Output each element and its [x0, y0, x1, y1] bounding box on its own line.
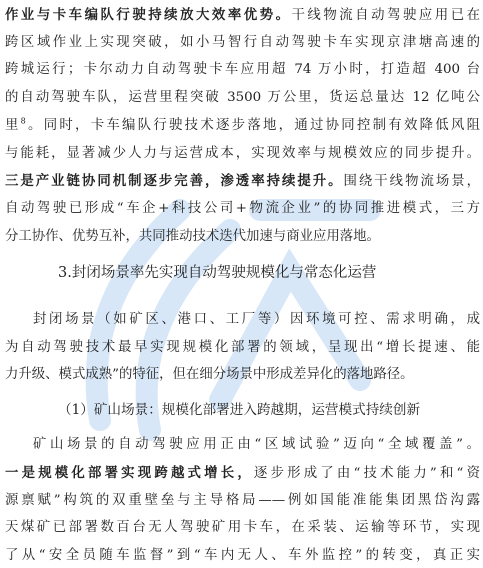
subsection-heading: （1）矿山场景：规模化部署进入跨越期，运营模式持续创新 — [58, 402, 421, 418]
paragraph4-line4: 天煤矿已部署数百台无人驾驶矿用卡车，在采装、运输等环节，实现 — [5, 520, 480, 535]
paragraph2-line1-text: 围绕干线物流场景， — [343, 174, 480, 189]
paragraph1-bold-lead: 作业与卡车编队行驶持续放大效率优势。 — [5, 7, 292, 23]
paragraph4-bold-lead: 一是规模化部署实现跨越式增长， — [5, 465, 254, 481]
paragraph4-line1: 矿山场景的自动驾驶应用正由“区域试验”迈向“全域覆盖”。 — [33, 437, 480, 452]
paragraph2-line3: 分工协作、优势互补，共同推动技术迭代加速与商业应用落地。 — [5, 229, 380, 244]
paragraph1-line3: 跨城运行；卡尔动力自动驾驶卡车应用超 74 万小时，打造超 400 台 — [5, 62, 480, 77]
paragraph4-line5: 了从“安全员随车监督”到“车内无人、车外监控”的转变，真正实 — [5, 548, 480, 563]
paragraph1-line5-pre: 里 — [5, 118, 21, 133]
paragraph3-line3: 力升级、模式成熟”的特征，但在细分场景中形成差异化的落地路径。 — [5, 367, 414, 382]
paragraph1-line5 — [5, 117, 480, 135]
footnote-marker: 8 — [20, 117, 26, 126]
paragraph3-line2: 为自动驾驶技术最早实现规模化部署的领域，呈现出“增长提速、能 — [5, 340, 480, 355]
section-heading: 3.封闭场景率先实现自动驾驶规模化与常态化运营 — [58, 265, 377, 281]
paragraph2-line2: 自动驾驶已形成“车企+科技公司+物流企业”的协同推进模式，三方 — [5, 201, 480, 216]
paragraph1-line5-text: 。同时，卡车编队行驶技术逐步落地，通过协同控制有效降低风阻 — [25, 118, 480, 133]
paragraph1-line1 — [5, 6, 480, 25]
paragraph4-line3: 源禀赋”构筑的双重壁垒与主导格局——例如国能准能集团黑岱沟露 — [5, 493, 480, 508]
paragraph2-bold-lead: 三是产业链协同机制逐步完善，渗透率持续提升。 — [5, 173, 344, 189]
paragraph4-line2-text: 逐步形成了由“技术能力”和“资 — [253, 466, 480, 481]
paragraph1-line2: 跨区域作业上实现突破，如小马智行自动驾驶卡车实现京津塘高速的 — [5, 35, 480, 50]
paragraph4-line2 — [5, 464, 480, 483]
paragraph1-line1-text: 干线物流自动驾驶应用已在 — [291, 8, 480, 23]
paragraph2-line1 — [5, 172, 480, 191]
paragraph1-line4: 的自动驾驶车队，运营里程突破 3500 万公里，货运总量达 12 亿吨公 — [5, 90, 480, 105]
paragraph1-line6: 与能耗，显著减少人力与运营成本，实现效率与规模效应的同步提升。 — [5, 146, 480, 161]
paragraph3-line1: 封闭场景（如矿区、港口、工厂等）因环境可控、需求明确，成 — [33, 312, 480, 327]
